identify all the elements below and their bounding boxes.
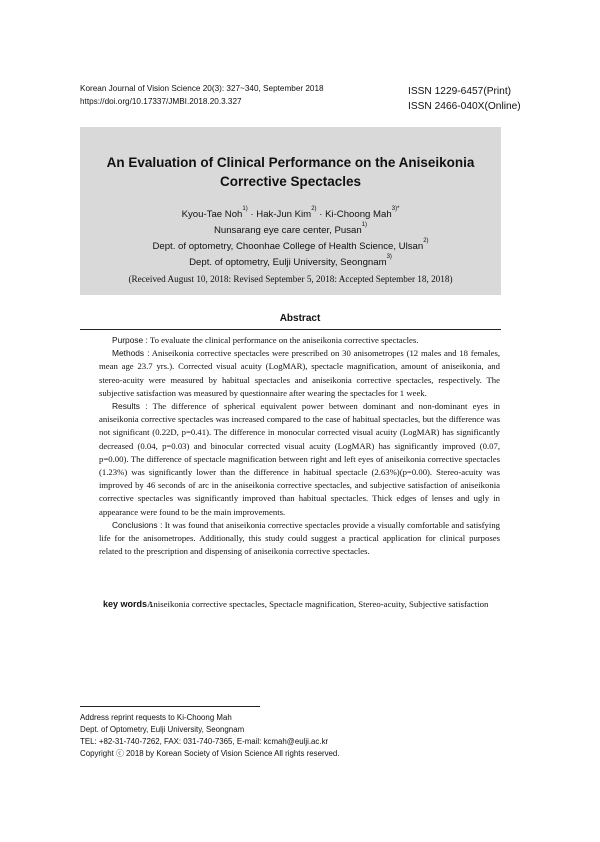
abstract-body — [99, 334, 500, 558]
footnote-rule — [80, 706, 260, 707]
abstract-heading: Abstract — [279, 313, 321, 324]
author-separator: · — [316, 209, 326, 220]
footnote-line: Address reprint requests to Ki-Choong Mah — [80, 713, 232, 722]
keywords-text: Aniseikonia corrective spectacles, Spectacle magnification, Stereo-acuity, Subjective satisfaction — [147, 599, 489, 609]
keywords — [103, 598, 501, 611]
issn-online: ISSN 2466-040X(Online) — [408, 101, 521, 112]
affiliation-mark: 2) — [423, 238, 429, 244]
methods-text: Aniseikonia corrective spectacles were prescribed on 30 anisometropes (12 males and 18 females, mean age 23.7 yrs.). Corrected visual acuity (LogMAR), spectacle magnification, amount of aniseikonia, and stereo-acuity were measured by habitual spectacles and aniseikonia corrective spectacles, respectively. The subjective satisfaction was measured by questionnaire after wearing the spectacles for 1 week. — [99, 348, 500, 398]
keywords-label: key words : — [103, 599, 153, 609]
author-name: Hak-Jun Kim — [256, 209, 312, 220]
journal-citation: Korean Journal of Vision Science 20(3): 327~340, September 2018 — [80, 84, 324, 93]
received-dates: (Received August 10, 2018: Revised September 5, 2018: Accepted September 18, 2018) — [128, 274, 453, 284]
author-affiliation-mark: 3)* — [391, 206, 400, 212]
affiliation-mark: 1) — [361, 222, 368, 228]
title-line-2: Corrective Spectacles — [219, 174, 362, 189]
affiliation — [80, 223, 501, 238]
footnote-line: Dept. of Optometry, Eulji University, Seongnam — [80, 725, 245, 735]
issn-block — [408, 84, 521, 114]
results-text: The difference of spherical equivalent power between dominant and non-dominant eyes in aniseikonia corrective spectacles was increased compared to the case of habitual spectacles, but the difference was not significant (0.22D, p=0.41). The difference in monocular corrected visual acuity (LogMAR) has significantly decreased (0.04, p=0.03) and binocular corrected visual acuity (LogMAR) has significantly improved (0.07, p=0.00). The difference of spectacle magnification between right and left eyes of aniseikonia corrective spectacles (1.23%) was significantly lower than the difference in habitual spectacle (2.63%)(p=0.00). Stereo-acuity was improved by 46 seconds of arc in the aniseikonia corrective spectacles, and subjective satisfaction of aniseikonia corrective spectacles was significantly improved than habitual spectacles. Thick edges of lenses and ugly in appearance were found to be the main improvements. — [99, 401, 500, 517]
abstract-conclusions — [99, 519, 500, 559]
affiliation-text: Dept. of optometry, Choonhae College of Health Science, Ulsan — [152, 241, 424, 252]
purpose-text: To evaluate the clinical performance on the aniseikonia corrective spectacles. — [147, 335, 419, 345]
author-list — [80, 207, 501, 222]
correspondence-footnote — [80, 712, 340, 760]
affiliation — [80, 255, 501, 270]
author-name: Ki-Choong Mah — [325, 209, 392, 220]
footnote-line: TEL: +82-31-740-7262, FAX: 031-740-7365, E-mail: kcmah@eulji.ac.kr — [80, 737, 329, 747]
abstract-results — [99, 400, 500, 519]
doi-link[interactable]: https://doi.org/10.17337/JMBI.2018.20.3.327 — [80, 97, 242, 106]
methods-label: Methods : — [112, 348, 150, 359]
purpose-label: Purpose : — [112, 335, 148, 345]
footnote-line: Copyright ⓒ 2018 by Korean Society of Vision Science All rights reserved. — [80, 749, 340, 759]
conclusions-label: Conclusions : — [112, 519, 163, 530]
affiliation-text: Nunsarang eye care center, Pusan — [213, 225, 362, 236]
paper-title — [80, 153, 501, 191]
author-separator: · — [247, 209, 257, 220]
author-affiliation-mark: 2) — [311, 206, 317, 212]
title-box — [80, 127, 501, 295]
affiliation-text: Dept. of optometry, Eulji University, Seongnam — [189, 257, 387, 268]
title-line-1: An Evaluation of Clinical Performance on the Aniseikonia — [106, 155, 475, 170]
affiliation-mark: 3) — [386, 254, 392, 260]
affiliation — [80, 239, 501, 254]
issn-print: ISSN 1229-6457(Print) — [408, 86, 512, 97]
journal-header — [80, 82, 324, 108]
author-name: Kyou-Tae Noh — [181, 209, 243, 220]
abstract-methods — [99, 347, 500, 400]
results-label: Results : — [112, 401, 148, 412]
conclusions-text: It was found that aniseikonia corrective spectacles provide a visually comfortable and satisfying life for the anisometropes. Additionally, this study could suggest a practical application for clinical purposes related to the prescription and dispensing of aniseikonia corrective spectacles. — [99, 519, 501, 557]
abstract-top-rule — [80, 329, 501, 330]
author-affiliation-mark: 1) — [242, 206, 248, 212]
abstract-purpose — [99, 334, 500, 347]
